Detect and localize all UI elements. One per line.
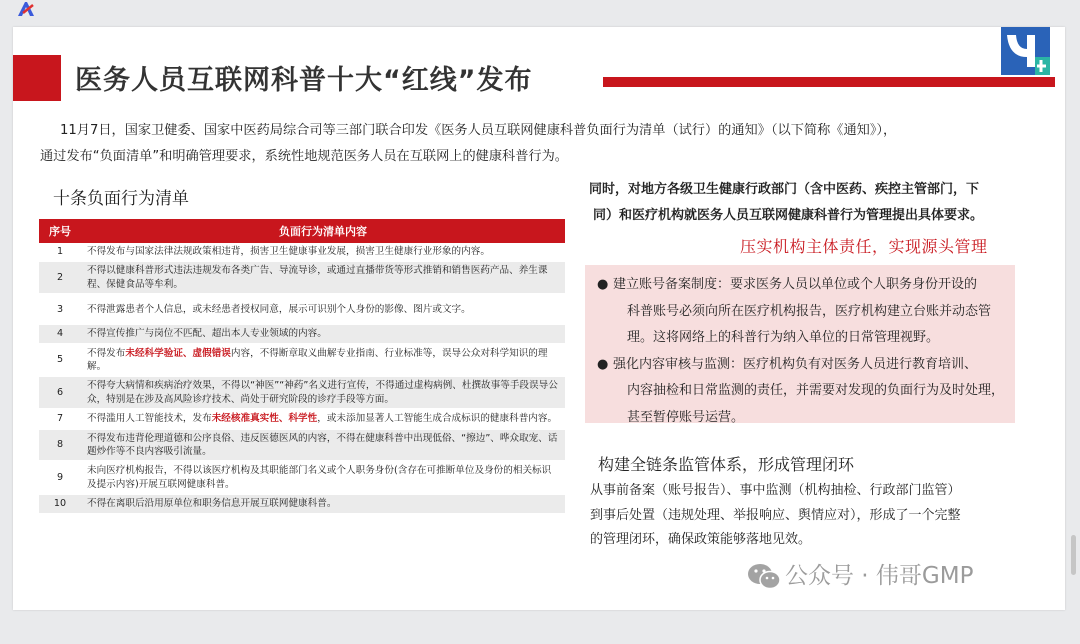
row-number: 2 — [39, 261, 81, 294]
closing-paragraph — [590, 479, 961, 553]
table-row — [39, 376, 565, 409]
row-text-highlight: 未经科学验证、虚假错误 — [125, 347, 231, 359]
requirements-line: 同）和医疗机构就医务人员互联网健康科普行为管理提出具体要求。 — [593, 208, 984, 223]
bullet-line: 内容抽检和日常监测的责任，并需要对发现的负面行为及时处理， — [627, 383, 1005, 399]
row-number: 1 — [39, 243, 81, 261]
bullet-line: 甚至暂停账号运营。 — [627, 409, 745, 425]
row-number: 5 — [39, 344, 81, 377]
row-text: 未向医疗机构报告，不得以该医疗机构及其职能部门名义或个人职务身份(含存在可推断单位及身份的相关标识及提示内容)开展互联网健康科普。 — [81, 461, 565, 494]
list-title: 十条负面行为清单 — [53, 189, 189, 209]
table-row — [39, 429, 565, 462]
negative-behavior-table — [39, 219, 565, 515]
closing-line: 从事前备案（账号报告）、事中监测（机构抽检、行政部门监管） — [590, 483, 961, 498]
row-text-pre: 不得发布 — [87, 347, 126, 359]
watermark-text: 公众号 · 伟哥GMP — [785, 563, 974, 589]
title-rule — [603, 77, 1055, 87]
table-row — [39, 409, 565, 428]
row-number: 9 — [39, 461, 81, 494]
bullet-dot-icon: ● — [597, 356, 609, 372]
table-row — [39, 461, 565, 494]
intro-line: 11月7日，国家卫健委、国家中医药局综合司等三部门联合印发《医务人员互联网健康科普负面行为清单（试行）的通知》（以下简称《通知》）， — [60, 123, 897, 138]
row-text: 不得宣传推广与岗位不匹配、超出本人专业领域的内容。 — [81, 324, 565, 343]
table-row — [39, 261, 565, 294]
bullet-line: 强化内容审核与监测：医疗机构负有对医务人员进行教育培训、 — [613, 356, 978, 372]
table-row — [39, 324, 565, 343]
intro-line: 通过发布“负面清单”和明确管理要求，系统性地规范医务人员在互联网上的健康科普行为。 — [40, 149, 568, 164]
bullet-item — [597, 352, 1015, 432]
row-text-highlight: 未经核准真实性、科学性 — [211, 413, 318, 425]
slide-title: 医务人员互联网科普十大“红线”发布 — [75, 65, 533, 96]
row-text: 不得夸大病情和疾病治疗效果，不得以“神医”“神药”名义进行宣传，不得通过虚构病例、杜撰故事等手段误导公众，特别是在涉及高风险诊疗技术、尚处于研究阶段的诊疗手段等方面。 — [81, 376, 565, 409]
section-heading: 构建全链条监管体系，形成管理闭环 — [598, 455, 855, 474]
bullet-dot-icon: ● — [597, 277, 609, 292]
wechat-icon — [747, 563, 781, 591]
table-row — [39, 243, 565, 261]
row-number: 4 — [39, 324, 81, 343]
row-number: 6 — [39, 376, 81, 409]
slide — [13, 27, 1065, 610]
row-text-post: ，或未添加显著人工智能生成合成标识的健康科普内容。 — [317, 413, 558, 425]
row-text: 不得发布违背伦理道德和公序良俗、违反医德医风的内容，不得在健康科普中出现低俗、“擦边”、哗众取宠、话题炒作等不良内容吸引流量。 — [81, 429, 565, 462]
intro-paragraph — [40, 118, 1050, 170]
row-number: 8 — [39, 429, 81, 462]
table-row — [39, 344, 565, 377]
table-row — [39, 294, 565, 324]
row-text-pre: 不得滥用人工智能技术，发布 — [87, 413, 212, 425]
bullet-list — [597, 272, 1015, 432]
column-header-content: 负面行为清单内容 — [81, 219, 565, 243]
row-text: 不得泄露患者个人信息，或未经患者授权同意，展示可识别个人身份的影像、图片或文字。 — [81, 294, 565, 324]
row-number: 10 — [39, 494, 81, 513]
slogan: 压实机构主体责任，实现源头管理 — [740, 237, 988, 256]
row-text — [81, 409, 565, 428]
corner-logo-icon — [1001, 27, 1050, 75]
app-logo-icon[interactable] — [14, 0, 38, 18]
table-row — [39, 494, 565, 513]
row-number: 7 — [39, 409, 81, 428]
bullet-item — [597, 272, 1015, 352]
closing-line: 到事后处置（违规处理、举报响应、舆情应对），形成了一个完整 — [590, 507, 961, 523]
closing-line: 的管理闭环，确保政策能够落地见效。 — [590, 532, 812, 547]
row-text — [81, 344, 565, 377]
column-header-no: 序号 — [39, 219, 81, 243]
requirements-line: 同时，对地方各级卫生健康行政部门（含中医药、疾控主管部门，下 — [589, 182, 980, 197]
row-text: 不得以健康科普形式违法违规发布各类广告、导流导诊，或通过直播带货等形式推销和销售医药产品、养生课程、保健食品等牟利。 — [81, 261, 565, 294]
row-text: 不得发布与国家法律法规政策相违背，损害卫生健康事业发展，损害卫生健康行业形象的内容。 — [81, 243, 565, 261]
row-text-post: 内容，不得断章取义曲解专业指南、行业标准等，误导公众对科学知识的理解。 — [87, 347, 548, 373]
scrollbar-thumb[interactable] — [1071, 535, 1076, 575]
row-text: 不得在离职后沿用原单位和职务信息开展互联网健康科普。 — [81, 494, 565, 513]
bullet-line: 理。这将网络上的科普行为纳入单位的日常管理视野。 — [627, 330, 940, 346]
bullet-line: 科普账号必须向所在医疗机构报告，医疗机构建立台账并动态管 — [627, 303, 992, 319]
requirements-text — [589, 177, 1049, 229]
wechat-watermark — [747, 557, 973, 591]
row-number: 3 — [39, 294, 81, 324]
title-accent-block — [13, 55, 61, 101]
bullet-line: 建立账号备案制度：要求医务人员以单位或个人职务身份开设的 — [613, 277, 978, 292]
